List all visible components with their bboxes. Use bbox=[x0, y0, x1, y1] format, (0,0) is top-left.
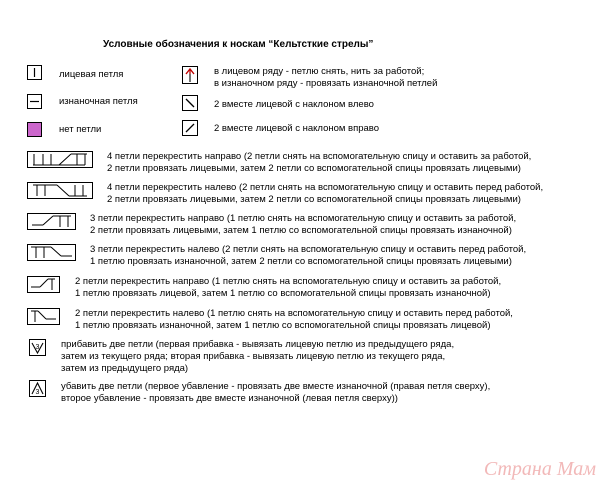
cable-3-right-line2: 2 петли провязать лицевыми, затем 1 петлю со вспомогательной спицы провязать изнаночной) bbox=[90, 225, 512, 236]
cable-3-left-icon bbox=[27, 244, 76, 261]
decrease-line1: убавить две петли (первое убавление - провязать две вместе изнаночной (правая петля сверху), bbox=[61, 381, 491, 392]
increase-line1: прибавить две петли (первая прибавка - вывязать лицевую петлю из предыдущего ряда, bbox=[61, 339, 455, 350]
page-title: Условные обозначения к носкам “Кельтсткие стрелы” bbox=[103, 39, 374, 50]
cable-4-right-line1: 4 петли перекрестить направо (2 петли снять на вспомогательную спицу и оставить за работой, bbox=[107, 151, 532, 162]
cable-3-right-icon bbox=[27, 213, 76, 230]
purl-stitch-icon bbox=[27, 94, 42, 109]
cable-3-right-line1: 3 петли перекрестить направо (1 петлю снять на вспомогательную спицу и оставить за работой, bbox=[90, 213, 517, 224]
cable-4-left-line1: 4 петли перекрестить налево (2 петли снять на вспомогательную спицу и оставить перед работой, bbox=[107, 182, 544, 193]
no-stitch-label: нет петли bbox=[59, 124, 102, 135]
cable-3-left-line2: 1 петлю провязать изнаночной, затем 2 петли со вспомогательной спицы провязать лицевыми) bbox=[90, 256, 512, 267]
slip-stitch-line2: в изнаночном ряду - провязать изнаночной петлей bbox=[214, 78, 438, 89]
decrease-line2: второе убавление - провязать две вместе изнаночной (левая петля сверху)) bbox=[61, 393, 398, 404]
cable-4-left-line2: 2 петли провязать лицевыми, затем 2 петли со вспомогательной спицы провязать лицевыми) bbox=[107, 194, 521, 205]
k2tog-right-label: 2 вместе лицевой с наклоном вправо bbox=[214, 123, 380, 134]
watermark: Страна Мам bbox=[483, 458, 596, 480]
purl-stitch-label: изнаночная петля bbox=[59, 96, 138, 107]
increase-two-icon bbox=[29, 339, 46, 356]
cable-2-left-icon bbox=[27, 308, 60, 325]
cable-3-left-line1: 3 петли перекрестить налево (2 петли снять на вспомогательную спицу и оставить перед работой, bbox=[90, 244, 527, 255]
no-stitch-icon bbox=[27, 122, 42, 137]
cable-4-left-knit-icon bbox=[27, 182, 93, 199]
svg-text:3: 3 bbox=[35, 344, 40, 351]
k2tog-left-icon bbox=[182, 95, 198, 111]
svg-text:3: 3 bbox=[35, 389, 40, 396]
increase-line2: затем из текущего ряда; вторая прибавка - вывязать лицевую петлю из текущего ряда, bbox=[61, 351, 446, 362]
cable-4-right-knit-icon bbox=[27, 151, 93, 168]
slip-stitch-icon bbox=[182, 66, 198, 84]
cable-2-left-line2: 1 петлю провязать изнаночной, затем 1 петлю со вспомогательной спицы провязать лицевой) bbox=[75, 320, 491, 331]
knit-stitch-icon bbox=[27, 65, 42, 80]
k2tog-left-label: 2 вместе лицевой с наклоном влево bbox=[214, 99, 374, 110]
k2tog-right-icon bbox=[182, 120, 198, 136]
increase-line3: затем из предыдущего ряда) bbox=[61, 363, 189, 374]
decrease-two-icon bbox=[29, 380, 46, 397]
cable-2-left-line1: 2 петли перекрестить налево (1 петлю снять на вспомогательную спицу и оставить перед работой, bbox=[75, 308, 513, 319]
cable-2-right-icon bbox=[27, 276, 60, 293]
cable-4-right-line2: 2 петли провязать лицевыми, затем 2 петли со вспомогательной спицы провязать лицевыми) bbox=[107, 163, 521, 174]
cable-2-right-line2: 1 петлю провязать лицевой, затем 1 петлю со вспомогательной спицы провязать изнаночной) bbox=[75, 288, 491, 299]
cable-2-right-line1: 2 петли перекрестить направо (1 петлю снять на вспомогательную спицу и оставить за работой, bbox=[75, 276, 502, 287]
knit-stitch-label: лицевая петля bbox=[59, 69, 124, 80]
slip-stitch-line1: в лицевом ряду - петлю снять, нить за работой; bbox=[214, 66, 425, 77]
